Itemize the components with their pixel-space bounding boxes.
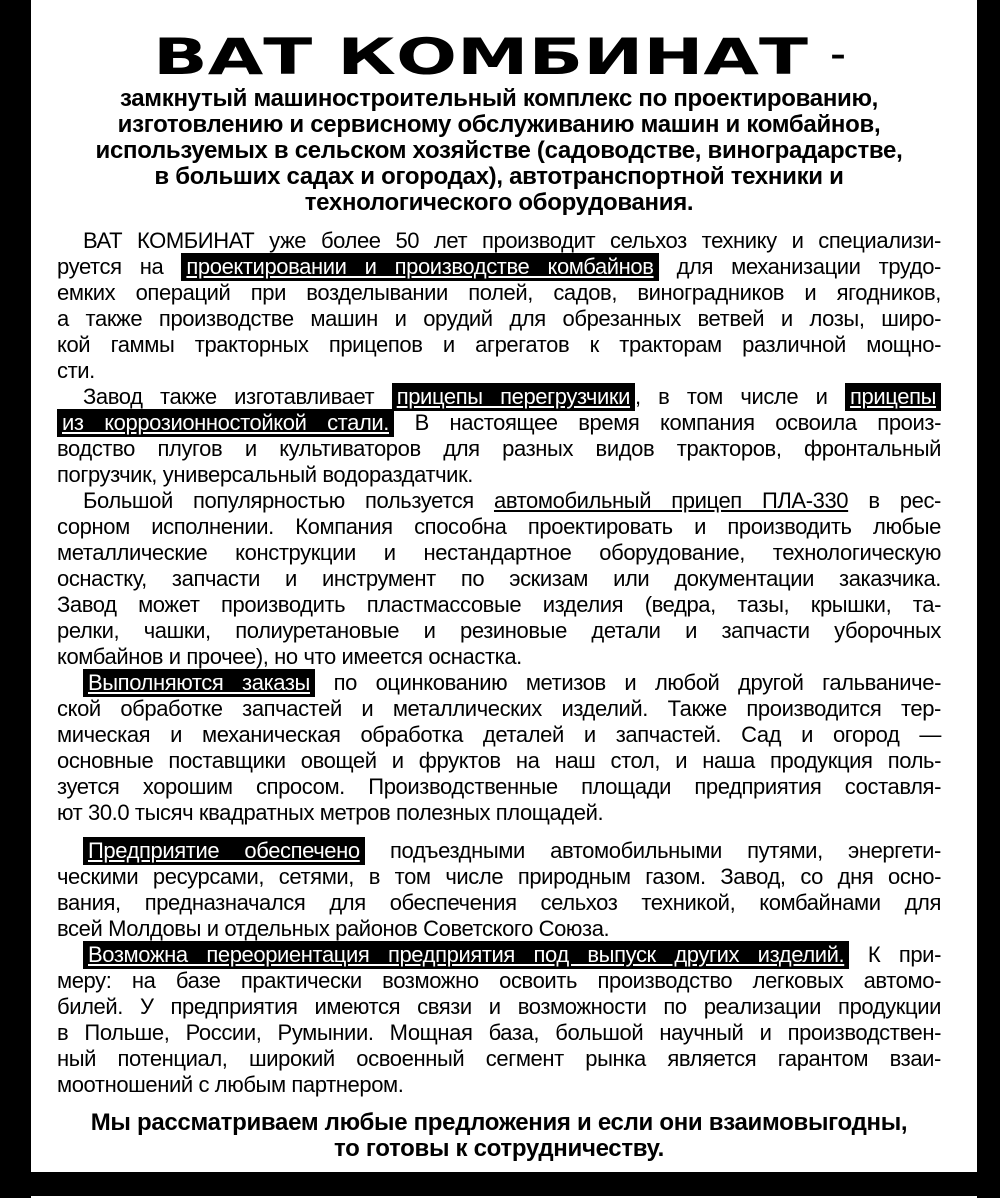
- text-run: вания, предназначался для обеспечения сельхоз техникой, комбайнами для: [57, 890, 941, 915]
- scan-edge-right: [977, 0, 1000, 1198]
- text-line: [57, 228, 941, 254]
- text-line: [57, 566, 941, 592]
- title-dash: –: [830, 37, 846, 73]
- closing-statement: [57, 1110, 941, 1162]
- text-line: [57, 722, 941, 748]
- text-run: Мы рассматриваем любые предложения и если они взаимовыгодны,: [90, 1109, 908, 1136]
- text-run: Завод также изготавливает: [83, 384, 392, 409]
- text-run: В настоящее время компания освоила произ-: [394, 410, 941, 435]
- text-run: погрузчик, универсальный водораздатчик.: [57, 462, 474, 487]
- text-line: [57, 968, 941, 994]
- text-run: металлические конструкции и нестандартное оборудование, технологическую: [57, 540, 941, 565]
- text-run: К при-: [849, 942, 941, 967]
- text-run: руется на: [57, 254, 182, 279]
- highlighted-phrase: Предприятие обеспечено: [83, 837, 365, 865]
- text-run: основные поставщики овощей и фруктов на наш стол, и наша продукция поль-: [57, 748, 941, 773]
- subtitle: [57, 86, 941, 216]
- paragraph-trailers: [57, 384, 941, 488]
- text-line: [57, 774, 941, 800]
- text-run: комбайнов и прочее), но что имеется оснастка.: [57, 644, 522, 669]
- text-run: в больших садах и огородах), автотранспортной техники и: [154, 163, 844, 190]
- text-run: по оцинкованию метизов и любой другой гальваниче-: [314, 670, 941, 695]
- text-line: [57, 112, 941, 138]
- highlighted-phrase: прицепы: [845, 383, 941, 411]
- highlighted-phrase: Возможна переориентация предприятия под выпуск других изделий.: [83, 941, 849, 969]
- text-run: то готовы к сотрудничеству.: [334, 1135, 664, 1162]
- paragraph-products: [57, 488, 941, 670]
- text-line: [57, 436, 941, 462]
- paragraph-infrastructure: [57, 838, 941, 942]
- underlined-phrase: автомобильный прицеп ПЛА-330: [493, 488, 849, 513]
- text-line: [57, 592, 941, 618]
- text-run: меру: на базе практически возможно освоить производство легковых автомо-: [57, 968, 941, 993]
- text-line: [57, 190, 941, 216]
- text-run: ный потенциал, широкий освоенный сегмент рынка является гарантом взаи-: [57, 1046, 941, 1071]
- text-run: сти.: [57, 358, 95, 383]
- text-line: [57, 1072, 941, 1098]
- text-run: ют 30.0 тысяч квадратных метров полезных площадей.: [57, 800, 604, 825]
- paragraph-reorientation: [57, 942, 941, 1098]
- text-line: [57, 890, 941, 916]
- text-run: для механизации трудо-: [658, 254, 941, 279]
- text-run: , в том числе и: [634, 384, 846, 409]
- text-run: в Польше, России, Румынии. Мощная база, большой научный и производствен-: [57, 1020, 941, 1045]
- text-run: релки, чашки, полиуретановые и резиновые детали и запчасти уборочных: [57, 618, 941, 643]
- highlighted-phrase: из коррозионностойкой стали.: [57, 409, 394, 437]
- text-run: Завод может производить пластмассовые изделия (ведра, тазы, крышки, та-: [57, 592, 941, 617]
- text-line: [57, 488, 941, 514]
- text-line: [57, 1020, 941, 1046]
- text-run: Большой популярностью пользуется: [83, 488, 494, 513]
- text-line: [57, 332, 941, 358]
- text-line: [57, 1136, 941, 1162]
- text-run: изготовлению и сервисному обслуживанию машин и комбайнов,: [117, 111, 881, 138]
- text-run: а также производстве машин и орудий для обрезанных ветвей и лозы, широ-: [57, 306, 941, 331]
- text-run: всей Молдовы и отдельных районов Советского Союза.: [57, 916, 610, 941]
- text-run: ской обработке запчастей и металлических изделий. Также производится тер-: [57, 696, 941, 721]
- text-line: [57, 916, 941, 942]
- highlighted-phrase: Выполняются заказы: [83, 669, 315, 697]
- text-run: емких операций при возделывании полей, садов, виноградников и ягодников,: [57, 280, 941, 305]
- text-run: водство плугов и культиваторов для разных видов тракторов, фронтальный: [57, 436, 941, 461]
- highlighted-phrase: прицепы перегрузчики: [392, 383, 635, 411]
- text-run: ВАТ КОМБИНАТ уже более 50 лет производит сельхоз технику и специализи-: [83, 228, 941, 253]
- text-line: [57, 670, 941, 696]
- text-line: [57, 1110, 941, 1136]
- text-line: [57, 280, 941, 306]
- text-run: используемых в сельском хозяйстве (садоводстве, виноградарстве,: [95, 137, 903, 164]
- text-run: подъездными автомобильными путями, энергети-: [364, 838, 941, 863]
- company-name-logotype: [153, 30, 813, 84]
- text-run: билей. У предприятия имеются связи и возможности по реализации продукции: [57, 994, 941, 1019]
- text-line: [57, 1046, 941, 1072]
- text-line: [57, 540, 941, 566]
- text-run: замкнутый машиностроительный комплекс по проектированию,: [119, 85, 879, 112]
- text-line: [57, 306, 941, 332]
- text-line: [57, 994, 941, 1020]
- text-line: [57, 384, 941, 410]
- text-line: [57, 462, 941, 488]
- document-body: [57, 86, 941, 1162]
- text-line: [57, 254, 941, 280]
- text-line: [57, 358, 941, 384]
- text-run: в рес-: [848, 488, 941, 513]
- scan-edge-bottom: [30, 1172, 990, 1196]
- text-line: [57, 644, 941, 670]
- text-line: [57, 748, 941, 774]
- text-line: [57, 618, 941, 644]
- paragraph-services: [57, 670, 941, 826]
- text-line: [57, 800, 941, 826]
- text-run: технологического оборудования.: [304, 189, 694, 216]
- text-run: кой гаммы тракторных прицепов и агрегатов к тракторам различной мощно-: [57, 332, 941, 357]
- text-run: ческими ресурсами, сетями, в том числе природным газом. Завод, со дня осно-: [57, 864, 941, 889]
- highlighted-phrase: проектировании и производстве комбайнов: [181, 253, 658, 281]
- text-line: [57, 164, 941, 190]
- text-line: [57, 410, 941, 436]
- text-line: [57, 838, 941, 864]
- text-run: сорном исполнении. Компания способна проектировать и производить любые: [57, 514, 941, 539]
- document-content: [57, 0, 941, 1162]
- paragraph-history: [57, 228, 941, 384]
- text-line: [57, 696, 941, 722]
- text-line: [57, 514, 941, 540]
- page-title: [57, 30, 941, 84]
- text-line: [57, 86, 941, 112]
- text-run: мическая и механическая обработка деталей и запчастей. Сад и огород —: [57, 722, 941, 747]
- text-run: оснастку, запчасти и инструмент по эскизам или документации заказчика.: [57, 566, 941, 591]
- text-run: моотношений с любым партнером.: [57, 1072, 404, 1097]
- scan-edge-left: [0, 0, 31, 1198]
- text-line: [57, 864, 941, 890]
- text-line: [57, 138, 941, 164]
- text-run: зуется хорошим спросом. Производственные площади предприятия составля-: [57, 774, 941, 799]
- text-line: [57, 942, 941, 968]
- company-name: ВАТ КОМБИНАТ: [152, 30, 808, 84]
